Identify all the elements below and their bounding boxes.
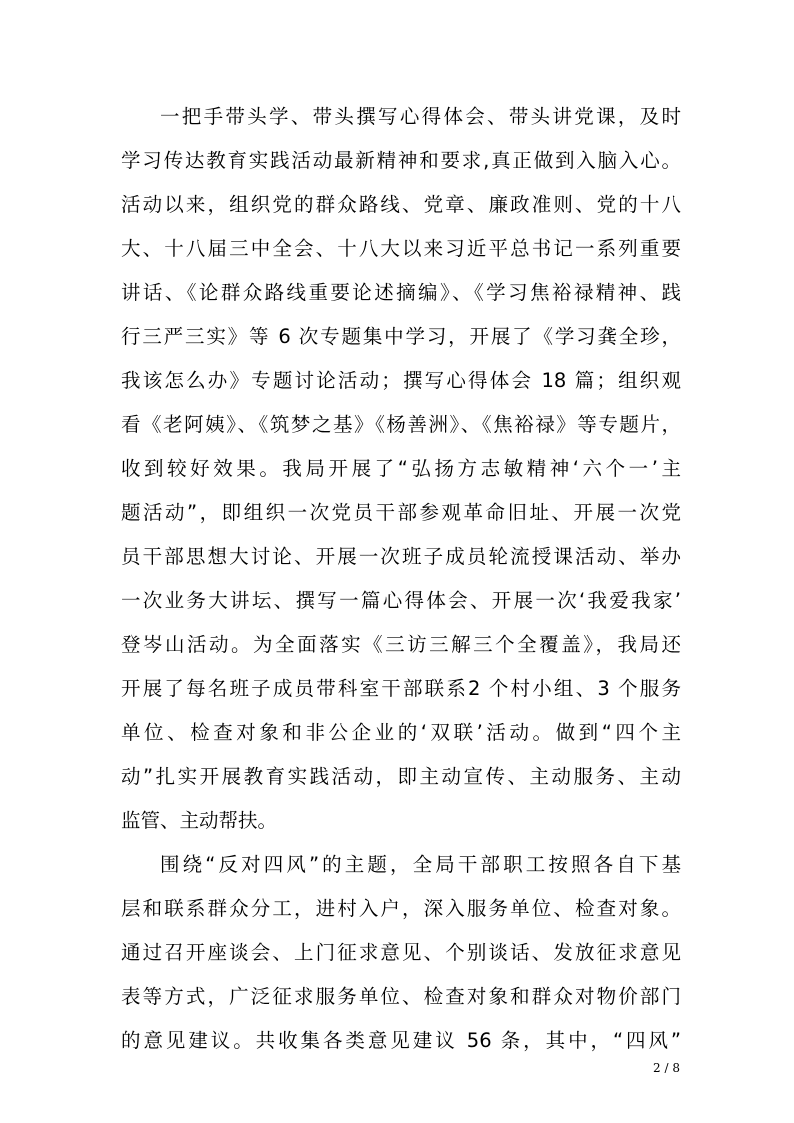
paragraph-2-line-3: 通过召开座谈会、上门征求意见、个别谈话、发放征求意见 [121,941,681,964]
paragraph-1-line-2: 学习传达教育实践活动最新精神和要求,真正做到入脑入心。 [121,149,681,172]
paragraph-1-line-9: 收到较好效果。我局开展了“弘扬方志敏精神‘六个一’主 [121,457,681,480]
paragraph-1-line-5: 讲话、《论群众路线重要论述摘编》、《学习焦裕禄精神、践 [121,281,681,304]
paragraph-1-line-8: 看《老阿姨》、《筑梦之基》《杨善洲》、《焦裕禄》等专题片， [121,413,681,436]
paragraph-1-line-3: 活动以来，组织党的群众路线、党章、廉政准则、党的十八 [121,193,681,216]
paragraph-1-line-1: 一把手带头学、带头撰写心得体会、带头讲党课，及时 [160,105,681,128]
paragraph-1-line-15: 单位、检查对象和非公企业的‘双联’活动。做到“四个主 [121,721,681,744]
paragraph-1-line-17: 监管、主动帮扶。 [121,809,278,832]
paragraph-2-line-5: 的意见建议。共收集各类意见建议 56 条，其中，“四风” [121,1029,681,1052]
paragraph-1-line-11: 员干部思想大讨论、开展一次班子成员轮流授课活动、举办 [121,545,681,568]
paragraph-1-line-13: 登岑山活动。为全面落实《三访三解三个全覆盖》，我局还 [121,633,681,656]
page-number: 2 / 8 [653,1061,680,1075]
paragraph-1-line-14: 开展了每名班子成员带科室干部联系2 个村小组、3 个服务 [121,677,681,700]
paragraph-1-line-12: 一次业务大讲坛、撰写一篇心得体会、开展一次‘我爱我家’ [121,589,681,612]
paragraph-1-line-7: 我该怎么办》专题讨论活动；撰写心得体会 18 篇；组织观 [121,369,681,392]
paragraph-2-line-2: 层和联系群众分工，进村入户，深入服务单位、检查对象。 [121,897,681,920]
paragraph-2-line-4: 表等方式，广泛征求服务单位、检查对象和群众对物价部门 [121,985,681,1008]
paragraph-1-line-16: 动”扎实开展教育实践活动，即主动宣传、主动服务、主动 [121,765,681,788]
paragraph-1-line-4: 大、十八届三中全会、十八大以来习近平总书记一系列重要 [121,237,681,260]
paragraph-1-line-10: 题活动”，即组织一次党员干部参观革命旧址、开展一次党 [121,501,681,524]
paragraph-1-line-6: 行三严三实》等 6 次专题集中学习，开展了《学习龚全珍， [121,325,681,348]
paragraph-2-line-1: 围绕“反对四风”的主题，全局干部职工按照各自下基 [160,853,681,876]
